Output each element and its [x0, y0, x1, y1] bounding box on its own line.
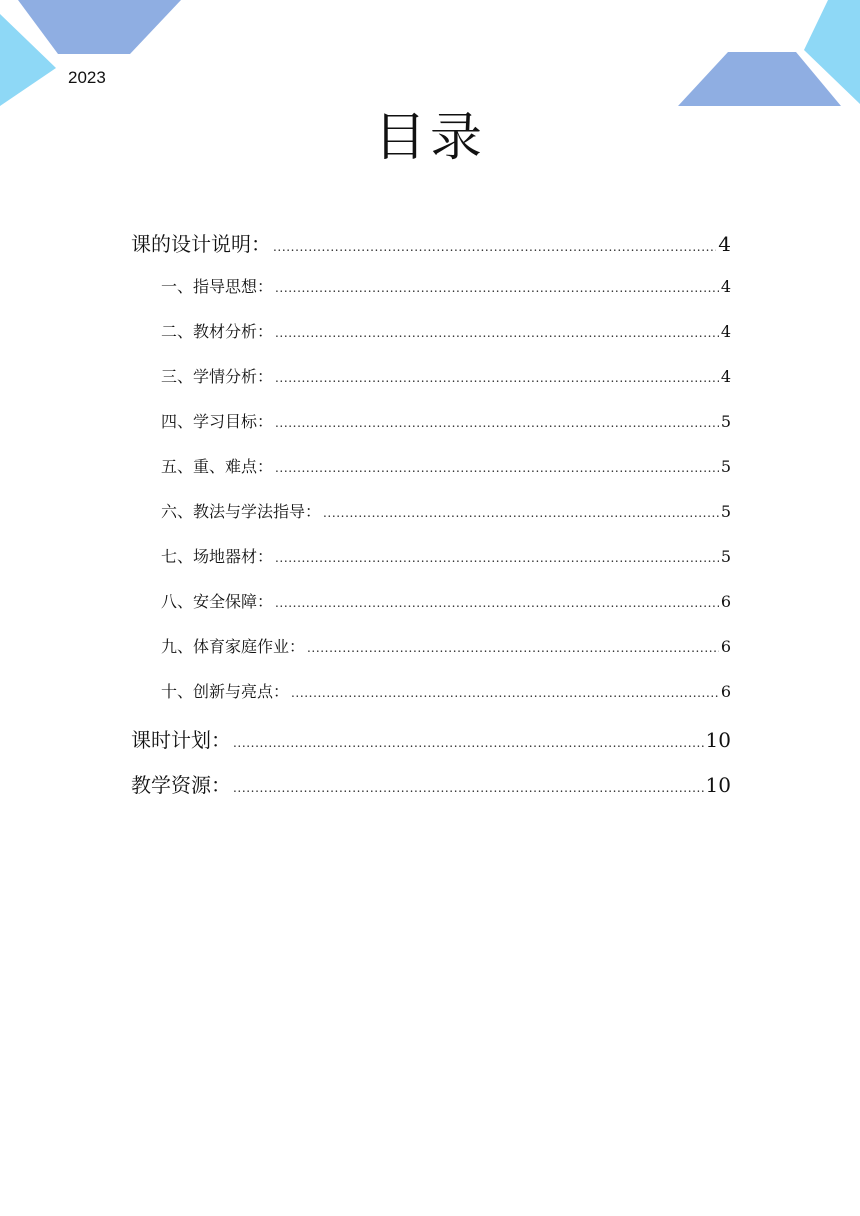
toc-entry[interactable]: [161, 634, 731, 657]
toc-entry-label: 四、学习目标：: [161, 412, 274, 431]
toc-leader-dots: [275, 461, 719, 475]
toc-entry-label: 一、指导思想：: [161, 277, 274, 296]
toc-leader-dots: [233, 781, 704, 795]
toc-entry-page: 5: [720, 547, 731, 566]
toc-entry-page: 4: [720, 277, 731, 296]
toc-leader-dots: [275, 326, 719, 340]
toc-entry-label: 十、创新与亮点：: [161, 682, 290, 701]
toc-entry[interactable]: [161, 319, 731, 342]
toc-leader-dots: [291, 686, 719, 700]
toc-entry-label: 二、教材分析：: [161, 322, 274, 341]
toc-leader-dots: [323, 506, 719, 520]
toc-entry[interactable]: [161, 679, 731, 702]
page-title: 目录: [373, 108, 486, 168]
deco-shape-left-trapezoid: [18, 0, 181, 54]
toc-entry-page: 5: [720, 457, 731, 476]
toc-entry[interactable]: [131, 228, 731, 257]
toc-leader-dots: [233, 736, 704, 750]
toc-entry-page: 5: [720, 412, 731, 431]
toc-entry[interactable]: [161, 499, 731, 522]
toc-entry-label: 五、重、难点：: [161, 457, 274, 476]
toc-entry-page: 5: [720, 502, 731, 521]
toc-entry-label: 教学资源：: [131, 773, 231, 797]
toc-entry[interactable]: [161, 364, 731, 387]
toc-leader-dots: [273, 240, 716, 254]
toc-entry[interactable]: [161, 544, 731, 567]
toc-leader-dots: [275, 371, 719, 385]
toc-leader-dots: [275, 281, 719, 295]
toc-entry-label: 三、学情分析：: [161, 367, 274, 386]
toc-entry-page: 10: [705, 773, 731, 797]
toc-leader-dots: [275, 551, 719, 565]
toc-entry-label: 课的设计说明：: [131, 232, 271, 256]
header-year: 2023: [68, 68, 106, 87]
toc-entry-label: 六、教法与学法指导：: [161, 502, 322, 521]
toc-entry-label: 九、体育家庭作业：: [161, 637, 306, 656]
toc-leader-dots: [275, 416, 719, 430]
toc-entry-label: 课时计划：: [131, 728, 231, 752]
toc-entry[interactable]: [131, 769, 731, 798]
toc-leader-dots: [275, 596, 719, 610]
toc-entry-label: 八、安全保障：: [161, 592, 274, 611]
toc-entry[interactable]: [161, 589, 731, 612]
toc-entry-page: 4: [720, 322, 731, 341]
toc-entry-label: 七、场地器材：: [161, 547, 274, 566]
toc-entry-page: 4: [720, 367, 731, 386]
toc-entry-page: 6: [720, 592, 731, 611]
toc-entry-page: 6: [720, 682, 731, 701]
toc-leader-dots: [307, 641, 719, 655]
toc-entry-page: 4: [718, 232, 731, 256]
toc-entry[interactable]: [131, 724, 731, 753]
header-decoration: [0, 0, 860, 120]
toc-entry-page: 6: [720, 637, 731, 656]
toc-entry-page: 10: [705, 728, 731, 752]
toc-entry[interactable]: [161, 454, 731, 477]
toc-entry[interactable]: [161, 274, 731, 297]
toc-entry[interactable]: [161, 409, 731, 432]
